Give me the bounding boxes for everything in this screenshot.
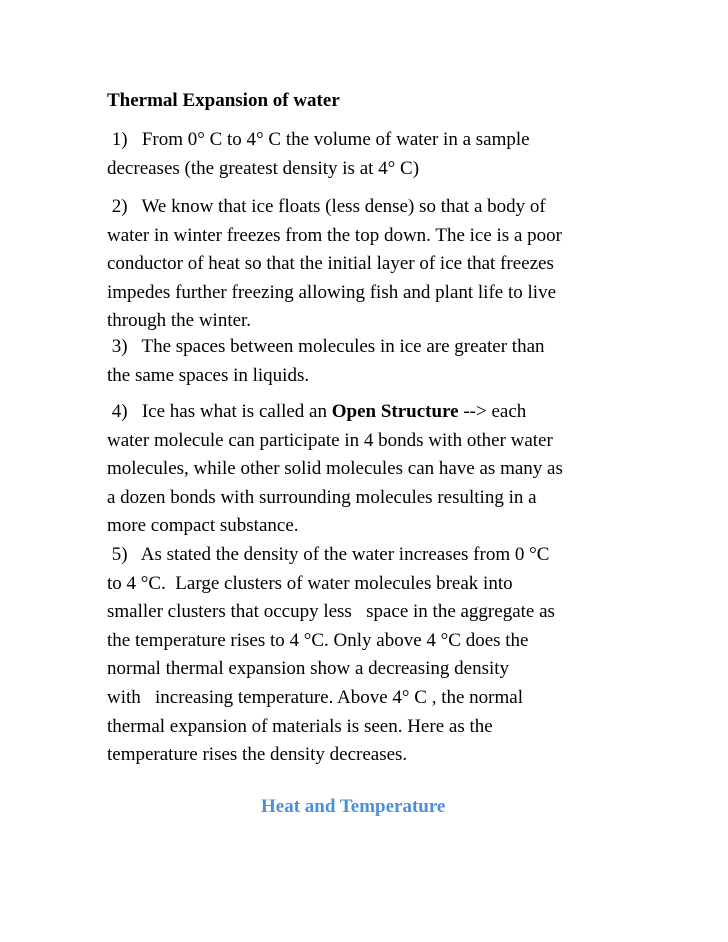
paragraph-2 (107, 193, 625, 336)
paragraph-line: molecules, while other solid molecules can have as many as (107, 458, 563, 480)
paragraph-line: impedes further freezing allowing fish and plant life to live (107, 281, 556, 303)
paragraph-line: 1) From 0° C to 4° C the volume of water in a sample (107, 129, 530, 150)
open-structure-term: Open Structure (331, 401, 459, 422)
paragraph-line-with-bold (107, 398, 625, 427)
paragraph-1 (107, 126, 625, 183)
document-title: Thermal Expansion of water (107, 90, 340, 111)
paragraph-line: decreases (the greatest density is at 4° C) (107, 157, 420, 179)
paragraph-line: temperature rises the density decreases. (107, 744, 408, 766)
paragraph-3 (107, 333, 625, 390)
paragraph-line: the same spaces in liquids. (107, 364, 310, 386)
paragraph-line: 3) The spaces between molecules in ice are greater than (107, 336, 545, 357)
paragraph-4 (107, 398, 625, 541)
paragraph-text: 4) Ice has what is called an (107, 401, 332, 422)
paragraph-line: smaller clusters that occupy less space in the aggregate as (107, 601, 555, 623)
paragraph-line: 2) We know that ice floats (less dense) so that a body of (107, 196, 546, 217)
paragraph-line: conductor of heat so that the initial layer of ice that freezes (107, 253, 554, 275)
paragraph-line: to 4 °C. Large clusters of water molecules break into (107, 572, 513, 594)
paragraph-5 (107, 541, 625, 770)
paragraph-text: --> each (458, 401, 527, 422)
section-heading: Heat and Temperature (261, 796, 446, 817)
paragraph-line: with increasing temperature. Above 4° C , the normal (107, 686, 523, 708)
paragraph-line: the temperature rises to 4 °C. Only above 4 °C does the (107, 629, 529, 651)
paragraph-line: normal thermal expansion show a decreasing density (107, 658, 510, 680)
paragraph-line: a dozen bonds with surrounding molecules resulting in a (107, 486, 537, 508)
paragraph-line: more compact substance. (107, 515, 299, 537)
paragraph-line: through the winter. (107, 310, 252, 332)
paragraph-line: water in winter freezes from the top down. The ice is a poor (107, 224, 562, 246)
paragraph-line: 5) As stated the density of the water increases from 0 °C (107, 544, 550, 565)
paragraph-line: water molecule can participate in 4 bonds with other water (107, 429, 553, 451)
paragraph-line: thermal expansion of materials is seen. Here as the (107, 715, 493, 737)
